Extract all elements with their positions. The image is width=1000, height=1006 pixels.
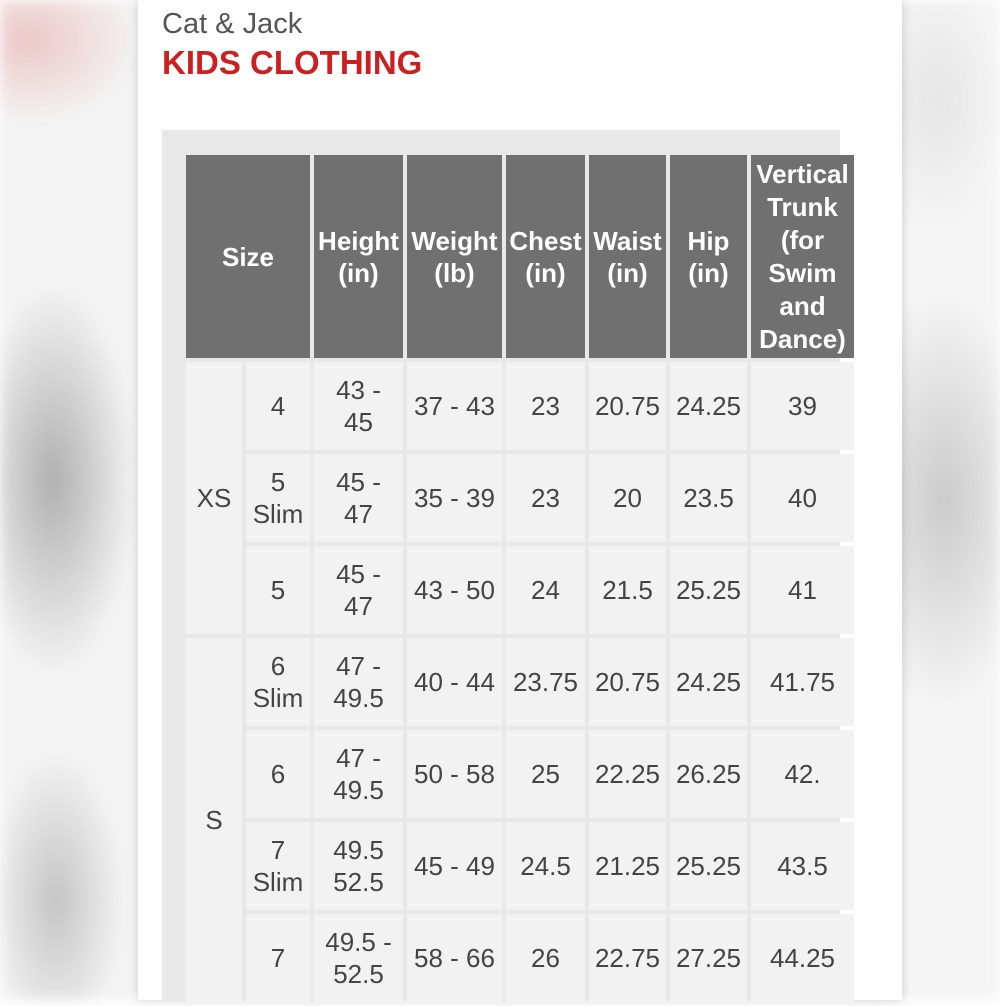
table-row <box>186 362 854 450</box>
header-weight: Weight (lb) <box>407 155 502 358</box>
height-cell: 45 - 47 <box>314 546 403 634</box>
vertical-trunk-cell: 43.5 <box>751 822 854 910</box>
height-cell: 43 - 45 <box>314 362 403 450</box>
weight-cell: 37 - 43 <box>407 362 502 450</box>
waist-cell: 22.75 <box>589 914 666 1002</box>
header-height: Height (in) <box>314 155 403 358</box>
height-cell: 47 - 49.5 <box>314 730 403 818</box>
hip-cell: 23.5 <box>670 454 747 542</box>
hip-cell: 24.25 <box>670 362 747 450</box>
chest-cell: 23 <box>506 362 585 450</box>
size-cell: 6 Slim <box>246 638 310 726</box>
hip-cell: 25.25 <box>670 822 747 910</box>
header-size: Size <box>186 155 310 358</box>
weight-cell: 50 - 58 <box>407 730 502 818</box>
size-cell: 5 <box>246 546 310 634</box>
table-row <box>186 546 854 634</box>
chest-cell: 23.75 <box>506 638 585 726</box>
size-cell: 7 Slim <box>246 822 310 910</box>
hip-cell: 24.25 <box>670 638 747 726</box>
waist-cell: 22.25 <box>589 730 666 818</box>
chest-cell: 26 <box>506 914 585 1002</box>
hip-cell: 27.25 <box>670 914 747 1002</box>
chest-cell: 25 <box>506 730 585 818</box>
header-waist: Waist (in) <box>589 155 666 358</box>
category-title: KIDS CLOTHING <box>162 44 423 81</box>
weight-cell: 40 - 44 <box>407 638 502 726</box>
brand-name: Cat & Jack <box>162 8 303 40</box>
table-row <box>186 454 854 542</box>
weight-cell: 35 - 39 <box>407 454 502 542</box>
size-group-label: S <box>186 638 242 1002</box>
vertical-trunk-cell: 41.75 <box>751 638 854 726</box>
weight-cell: 45 - 49 <box>407 822 502 910</box>
header-hip: Hip (in) <box>670 155 747 358</box>
table-row <box>186 638 854 726</box>
chest-cell: 24 <box>506 546 585 634</box>
table-row <box>186 822 854 910</box>
table-row <box>186 730 854 818</box>
vertical-trunk-cell: 44.25 <box>751 914 854 1002</box>
header-chest: Chest (in) <box>506 155 585 358</box>
header-row <box>186 155 854 358</box>
waist-cell: 21.5 <box>589 546 666 634</box>
size-cell: 7 <box>246 914 310 1002</box>
vertical-trunk-cell: 41 <box>751 546 854 634</box>
blurred-background-left <box>0 0 140 1000</box>
height-cell: 45 - 47 <box>314 454 403 542</box>
vertical-trunk-cell: 42. <box>751 730 854 818</box>
size-chart-table <box>182 151 858 1006</box>
height-cell: 47 - 49.5 <box>314 638 403 726</box>
chest-cell: 23 <box>506 454 585 542</box>
size-group-label: XS <box>186 362 242 634</box>
waist-cell: 21.25 <box>589 822 666 910</box>
table-row <box>186 914 854 1002</box>
hip-cell: 26.25 <box>670 730 747 818</box>
weight-cell: 58 - 66 <box>407 914 502 1002</box>
waist-cell: 20.75 <box>589 638 666 726</box>
vertical-trunk-cell: 40 <box>751 454 854 542</box>
height-cell: 49.5 - 52.5 <box>314 914 403 1002</box>
height-cell: 49.5 52.5 <box>314 822 403 910</box>
header-vertical-trunk: Vertical Trunk (for Swim and Dance) <box>751 155 854 358</box>
waist-cell: 20 <box>589 454 666 542</box>
waist-cell: 20.75 <box>589 362 666 450</box>
hip-cell: 25.25 <box>670 546 747 634</box>
chest-cell: 24.5 <box>506 822 585 910</box>
size-cell: 4 <box>246 362 310 450</box>
size-cell: 5 Slim <box>246 454 310 542</box>
weight-cell: 43 - 50 <box>407 546 502 634</box>
vertical-trunk-cell: 39 <box>751 362 854 450</box>
size-cell: 6 <box>246 730 310 818</box>
